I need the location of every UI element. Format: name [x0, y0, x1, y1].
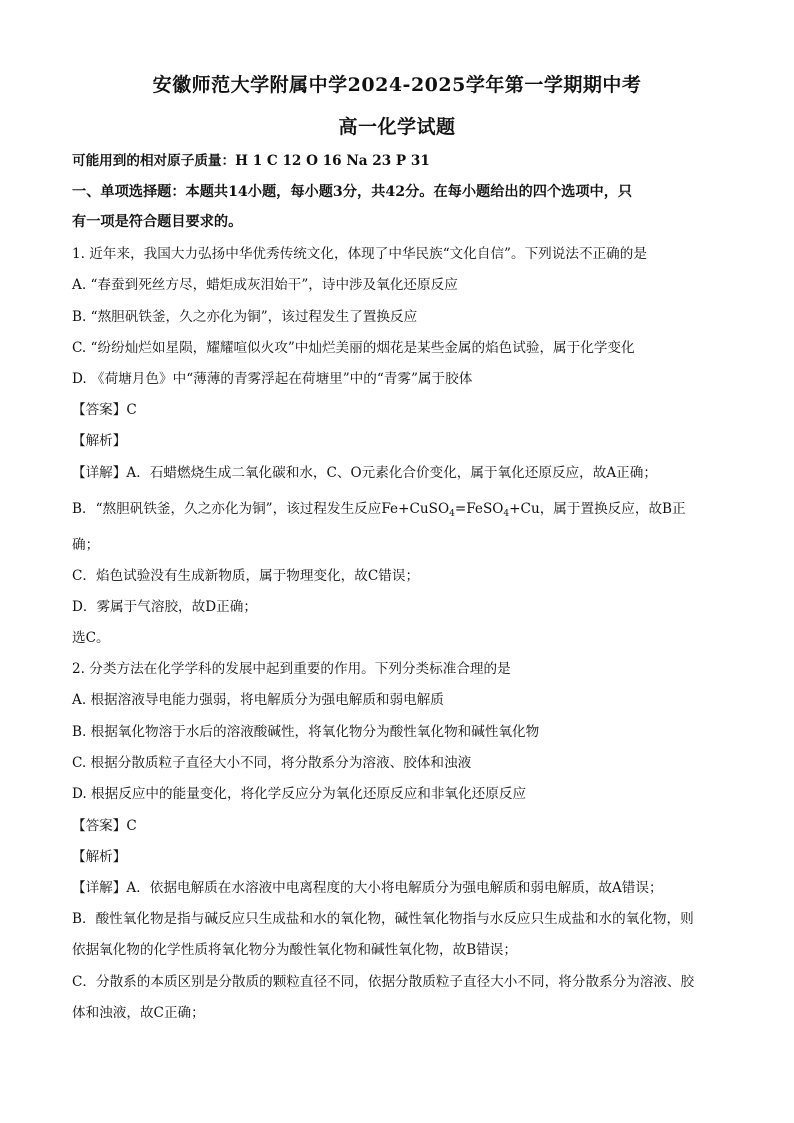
- q1-detail-b: B．“熬胆矾铁釜，久之亦化为铜”，该过程发生反应Fe+CuSO$_4$=FeSO$_4$+Cu，属于置换反应，故B正: [72, 501, 686, 519]
- q1-option-a: A. “春蚕到死丝方尽，蜡炬成灰泪始干”，诗中涉及氧化还原反应: [72, 277, 458, 293]
- q2-detail-b-line1: B．酸性氧化物是指与碱反应只生成盐和水的氧化物，碱性氧化物指与水反应只生成盐和水的氧化物，则: [72, 911, 694, 927]
- q2-stem: 2. 分类方法在化学学科的发展中起到重要的作用。下列分类标准合理的是: [72, 661, 511, 677]
- section-heading-line2: 有一项是符合题目要求的。: [72, 214, 243, 230]
- q2-option-c: C. 根据分散质粒子直径大小不同，将分散系分为溶液、胶体和浊液: [72, 755, 472, 771]
- q2-analysis-label: 【解析】: [72, 849, 127, 865]
- q2-detail-c-line2: 体和浊液，故C正确；: [72, 1005, 205, 1021]
- q1-option-b: B. “熬胆矾铁釜，久之亦化为铜”，该过程发生了置换反应: [72, 309, 418, 325]
- q1-option-c: C. “纷纷灿烂如星陨，耀耀喧似火攻”中灿烂美丽的烟花是某些金属的焰色试验，属于化学变化: [72, 340, 635, 356]
- atomic-masses: 可能用到的相对原子质量：H 1 C 12 O 16 Na 23 P 31: [72, 153, 430, 169]
- q1-choose: 选C。: [72, 630, 110, 646]
- q1-analysis-label: 【解析】: [72, 433, 127, 449]
- q1-detail-c: C．焰色试验没有生成新物质，属于物理变化，故C错误；: [72, 568, 420, 584]
- q2-detail-b-line2: 依据氧化物的化学性质将氧化物分为酸性氧化物和碱性氧化物，故B错误；: [72, 942, 517, 958]
- q2-detail-c-line1: C．分散系的本质区别是分散质的颗粒直径不同，依据分散质粒子直径大小不同，将分散系分为溶液、胶: [72, 974, 695, 990]
- q2-detail-a: 【详解】A．依据电解质在水溶液中电离程度的大小将电解质分为强电解质和弱电解质，故A错误；: [72, 880, 663, 896]
- section-heading-line1: 一、单项选择题：本题共14小题，每小题3分，共42分。在每小题给出的四个选项中，只: [72, 184, 633, 200]
- q2-option-d: D. 根据反应中的能量变化，将化学反应分为氧化还原反应和非氧化还原反应: [72, 786, 527, 802]
- q2-answer: 【答案】C: [72, 818, 137, 834]
- q1-option-d: D. 《荷塘月色》中“薄薄的青雾浮起在荷塘里”中的“青雾”属于胶体: [72, 371, 473, 387]
- q1-detail-b-cont: 确；: [72, 537, 100, 553]
- q1-stem: 1. 近年来，我国大力弘扬中华优秀传统文化，体现了中华民族“文化自信”。下列说法不正确的是: [72, 246, 647, 262]
- q1-detail-a: 【详解】A．石蜡燃烧生成二氧化碳和水，C、O元素化合价变化，属于氧化还原反应，故A正确；: [72, 465, 657, 481]
- exam-title: 安徽师范大学附属中学2024-2025学年第一学期期中考: [152, 74, 642, 96]
- exam-subtitle: 高一化学试题: [338, 116, 456, 138]
- q2-option-a: A. 根据溶液导电能力强弱，将电解质分为强电解质和弱电解质: [72, 692, 444, 708]
- q2-option-b: B. 根据氧化物溶于水后的溶液酸碱性，将氧化物分为酸性氧化物和碱性氧化物: [72, 724, 540, 740]
- q1-answer: 【答案】C: [72, 402, 137, 418]
- q1-detail-d: D．雾属于气溶胶，故D正确；: [72, 599, 257, 615]
